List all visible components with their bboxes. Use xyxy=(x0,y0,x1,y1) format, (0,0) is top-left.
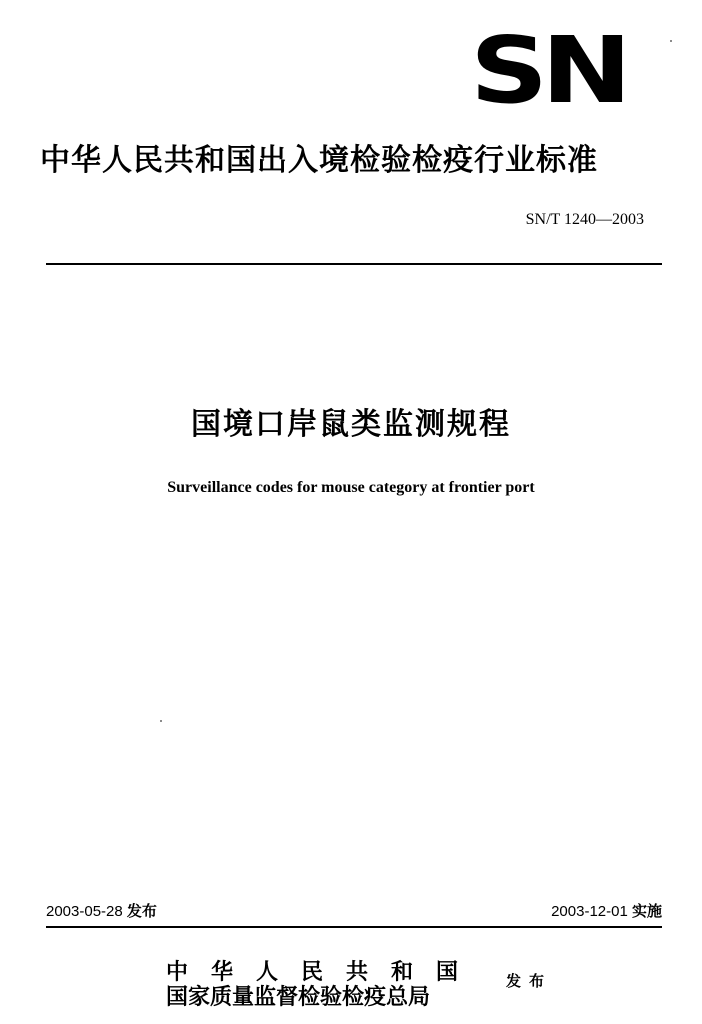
document-title-chinese: 国境口岸鼠类监测规程 xyxy=(191,407,511,442)
effective-date: 2003-12-01 xyxy=(551,903,628,920)
issuer-action-label: 发布 xyxy=(506,972,553,990)
organization-title: 中华人民共和国出入境检验检疫行业标准 xyxy=(40,143,598,178)
issue-label: 发布 xyxy=(126,902,157,920)
issue-date-line xyxy=(46,902,157,921)
scan-speck xyxy=(670,40,672,42)
issuer-block xyxy=(166,960,496,1010)
issuer-agency: 国家质量监督检验检疫总局 xyxy=(166,984,431,1010)
standard-number: SN/T 1240—2003 xyxy=(525,211,644,228)
scan-speck xyxy=(160,720,162,722)
document-title-english: Surveillance codes for mouse category at frontier port xyxy=(167,479,535,496)
bottom-divider xyxy=(46,926,662,928)
effective-date-line xyxy=(551,902,662,921)
issue-date: 2003-05-28 xyxy=(46,903,123,920)
standard-logo: SN xyxy=(470,17,625,124)
top-divider xyxy=(46,263,662,265)
issuer-country: 中华人民共和国 xyxy=(166,959,482,985)
effective-label: 实施 xyxy=(631,902,662,920)
